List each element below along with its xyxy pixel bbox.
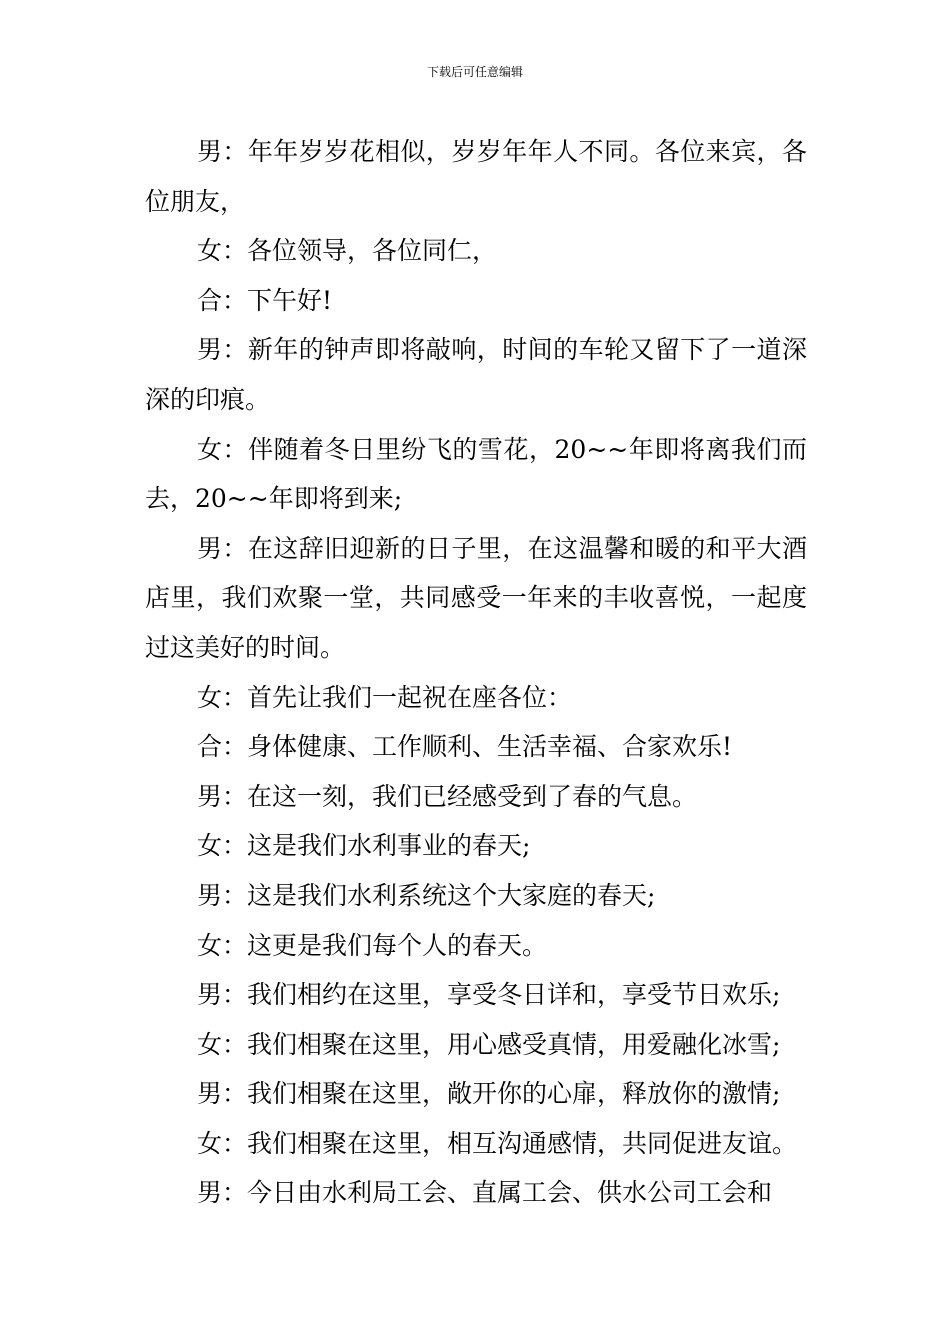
paragraph: 女：这更是我们每个人的春天。	[197, 930, 548, 960]
paragraph: 男：我们相约在这里，享受冬日详和，享受节日欢乐;	[197, 980, 781, 1010]
paragraph: 男：新年的钟声即将敲响，时间的车轮又留下了一道深深的印痕。	[145, 335, 807, 414]
paragraph: 男：这是我们水利系统这个大家庭的春天;	[197, 880, 656, 910]
paragraph: 男：在这一刻，我们已经感受到了春的气息。	[197, 781, 698, 811]
paragraph: 男：年年岁岁花相似，岁岁年年人不同。各位来宾，各位朋友，	[145, 137, 807, 216]
paragraph: 合：身体健康、工作顺利、生活幸福、合家欢乐!	[197, 732, 733, 762]
paragraph: 女：伴随着冬日里纷飞的雪花，20~~年即将离我们而去，20~~年即将到来;	[145, 434, 807, 514]
paragraph: 男：今日由水利局工会、直属工会、供水公司工会和	[197, 1178, 773, 1208]
paragraph: 男：在这辞旧迎新的日子里，在这温馨和暖的和平大酒店里，我们欢聚一堂，共同感受一年来的丰收喜悦，一起度过这美好的时间。	[145, 533, 807, 662]
paragraph: 女：各位领导，各位同仁，	[197, 236, 498, 266]
paragraph: 女：这是我们水利事业的春天;	[197, 831, 531, 861]
script-body	[145, 127, 807, 1218]
paragraph: 女：我们相聚在这里，相互沟通感情，共同促进友谊。	[197, 1128, 798, 1158]
paragraph: 女：我们相聚在这里，用心感受真情，用爱融化冰雪;	[197, 1029, 781, 1059]
paragraph: 合：下午好!	[197, 285, 333, 315]
paragraph: 女：首先让我们一起祝在座各位：	[197, 682, 573, 712]
paragraph: 男：我们相聚在这里，敞开你的心扉，释放你的激情;	[197, 1079, 781, 1109]
page-header: 下载后可任意编辑	[426, 65, 523, 79]
